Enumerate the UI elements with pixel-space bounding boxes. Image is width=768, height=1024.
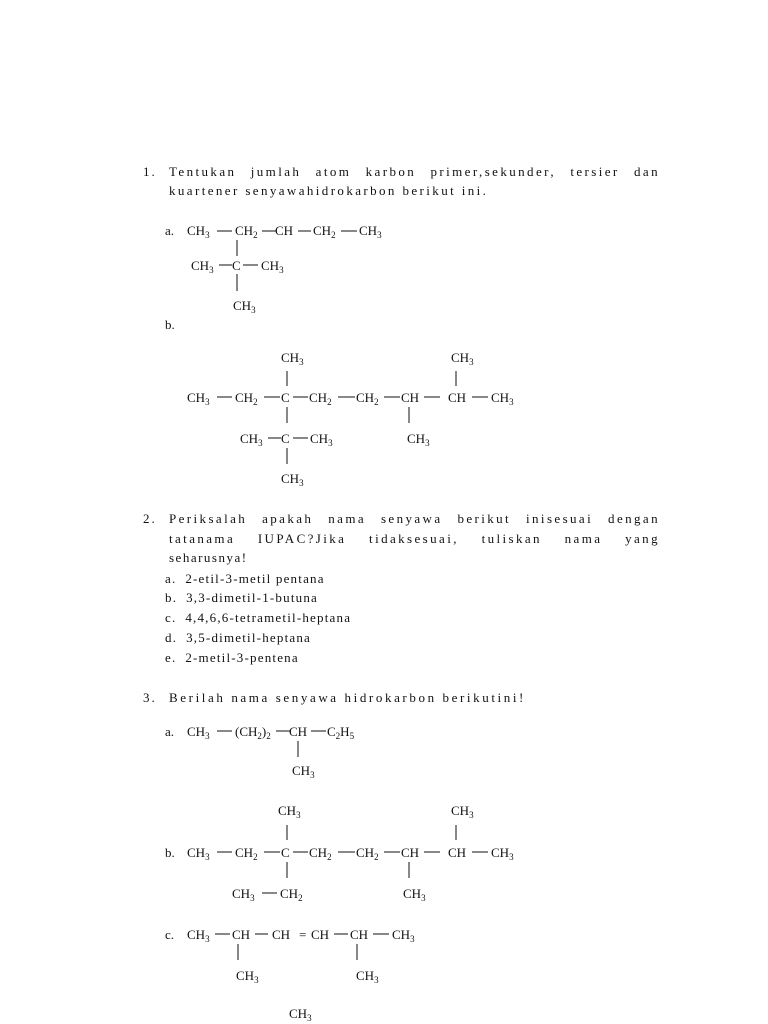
q1b-chain-7: CH	[448, 390, 467, 405]
q3a-part-1: CH3	[187, 724, 210, 741]
q2-option-e: e. 2-metil-3-pentena	[165, 650, 299, 665]
q2-option-d: d. 3,5-dimetil-heptana	[165, 630, 312, 645]
q3a-part-4: C2H5	[327, 724, 355, 741]
q3c-bottom-sub-1: CH3	[236, 968, 259, 985]
q1b-structure	[187, 350, 514, 488]
q1b-bottom-sub-right: CH3	[310, 431, 333, 448]
q3b-chain-5: CH2	[356, 845, 379, 862]
q1b-bottom-sub-ch: CH3	[407, 431, 430, 448]
q1b-chain-4: CH2	[309, 390, 332, 407]
q3b-chain-1: CH3	[187, 845, 210, 862]
q1b-bottom-ch3: CH3	[281, 471, 304, 488]
q3a-part-2: (CH2)2	[235, 724, 271, 741]
q1b-chain-2: CH2	[235, 390, 258, 407]
q3c-chain-3: CH	[272, 927, 291, 942]
q3-part-b-letter: b.	[165, 845, 175, 860]
q2-option-b: b. 3,3-dimetil-1-butuna	[165, 590, 319, 605]
q3a-structure	[187, 724, 355, 780]
q3c-bottom-sub-2: CH3	[356, 968, 379, 985]
q1a-branch-right: CH3	[261, 258, 284, 275]
question-2-number: 2.	[143, 511, 157, 526]
q1a-branch-left: CH3	[191, 258, 214, 275]
q3b-bottom-sub-1: CH3	[232, 886, 255, 903]
q1-part-b-letter: b.	[165, 317, 175, 332]
q1a-chain-3: CH	[275, 223, 294, 238]
q1b-chain-8: CH3	[491, 390, 514, 407]
q1b-bottom-sub-center: C	[281, 431, 290, 446]
q1b-chain-3: C	[281, 390, 290, 405]
q1a-chain-2: CH2	[235, 223, 258, 240]
q3b-bottom-sub-3: CH3	[403, 886, 426, 903]
question-2-line-2: tatanama IUPAC?Jika tidaksesuai, tuliskan nama yang	[169, 531, 660, 546]
q3a-branch: CH3	[292, 763, 315, 780]
q1-part-a-letter: a.	[165, 223, 175, 238]
q3b-chain-6: CH	[401, 845, 420, 860]
q3b-top-sub-2: CH3	[451, 803, 474, 820]
q3d-partial-ch3: CH3	[289, 1006, 312, 1023]
q1a-structure	[187, 223, 382, 315]
q3c-structure	[187, 927, 415, 985]
q1a-chain-4: CH2	[313, 223, 336, 240]
question-3-line-1: Berilah nama senyawa hidrokarbon berikutini!	[169, 690, 526, 705]
q3c-chain-1: CH3	[187, 927, 210, 944]
q2-option-c: c. 4,4,6,6-tetrametil-heptana	[165, 610, 352, 625]
q1a-chain-1: CH3	[187, 223, 210, 240]
q1b-chain-1: CH3	[187, 390, 210, 407]
q3c-chain-6: CH3	[392, 927, 415, 944]
q3b-structure	[187, 803, 514, 903]
q3b-bottom-sub-2: CH2	[280, 886, 303, 903]
question-1-number: 1.	[143, 164, 157, 179]
q3b-chain-3: C	[281, 845, 290, 860]
q3b-chain-4: CH2	[309, 845, 332, 862]
q1b-chain-5: CH2	[356, 390, 379, 407]
question-3-number: 3.	[143, 690, 157, 705]
q3c-chain-5: CH	[350, 927, 369, 942]
q3c-double-bond: =	[299, 927, 307, 942]
q1b-top-sub-1: CH3	[281, 350, 304, 367]
q3-part-a-letter: a.	[165, 724, 175, 739]
q1a-branch-center: C	[232, 258, 241, 273]
question-2-line-3: seharusnya!	[169, 550, 248, 565]
q3b-top-sub-1: CH3	[278, 803, 301, 820]
q3b-chain-7: CH	[448, 845, 467, 860]
q2-option-a: a. 2-etil-3-metil pentana	[165, 571, 325, 586]
question-1-line-1: Tentukan jumlah atom karbon primer,sekunder, tersier dan	[169, 164, 660, 179]
question-2-line-1: Periksalah apakah nama senyawa berikut inisesuai dengan	[169, 511, 660, 526]
q3c-chain-4: CH	[311, 927, 330, 942]
q3b-chain-8: CH3	[491, 845, 514, 862]
q1a-branch-bottom: CH3	[233, 298, 256, 315]
q1b-bottom-sub-left: CH3	[240, 431, 263, 448]
q1b-chain-6: CH	[401, 390, 420, 405]
q3a-part-3: CH	[289, 724, 308, 739]
q3c-chain-2: CH	[232, 927, 251, 942]
q1a-chain-5: CH3	[359, 223, 382, 240]
q1b-top-sub-2: CH3	[451, 350, 474, 367]
q3b-chain-2: CH2	[235, 845, 258, 862]
q3-part-c-letter: c.	[165, 927, 175, 942]
question-1-line-2: kuartener senyawahidrokarbon berikut ini.	[169, 183, 489, 198]
